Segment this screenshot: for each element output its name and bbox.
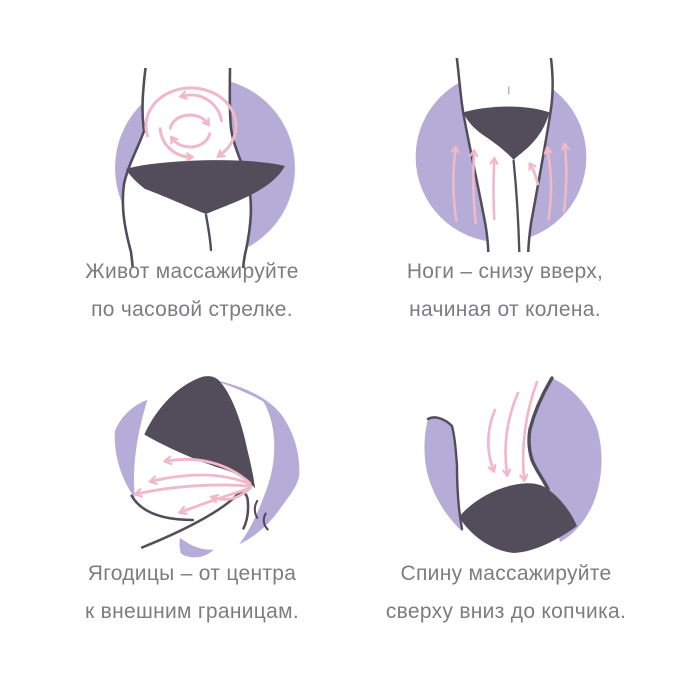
caption-legs [320, 253, 690, 329]
legs-upward-arrows-icon [404, 58, 598, 252]
lower-back-shape [144, 376, 255, 488]
caption-legs-line2: начиная от колена. [409, 298, 601, 321]
caption-back [320, 555, 692, 631]
caption-back-line2: сверху вниз до копчика. [385, 600, 627, 623]
caption-belly [12, 253, 372, 329]
caption-buttocks [12, 555, 372, 631]
thigh-outline [142, 493, 248, 548]
buttocks-outward-arrows-icon [100, 367, 311, 578]
left-crescent-background [115, 400, 148, 498]
caption-back-line1: Спину массажируйте [400, 562, 612, 585]
caption-buttocks-line2: к внешним границам. [85, 600, 299, 623]
back-downward-arrows-icon [415, 366, 615, 566]
buttock-crease-line [132, 496, 193, 520]
caption-legs-line1: Ноги – снизу вверх, [406, 260, 604, 283]
caption-belly-line1: Живот массажируйте [85, 260, 299, 283]
skin-fold-mark [255, 501, 257, 518]
caption-buttocks-line1: Ягодицы – от центра [87, 562, 297, 585]
caption-belly-line2: по часовой стрелке. [91, 298, 293, 321]
belly-clockwise-massage-icon [105, 68, 305, 268]
